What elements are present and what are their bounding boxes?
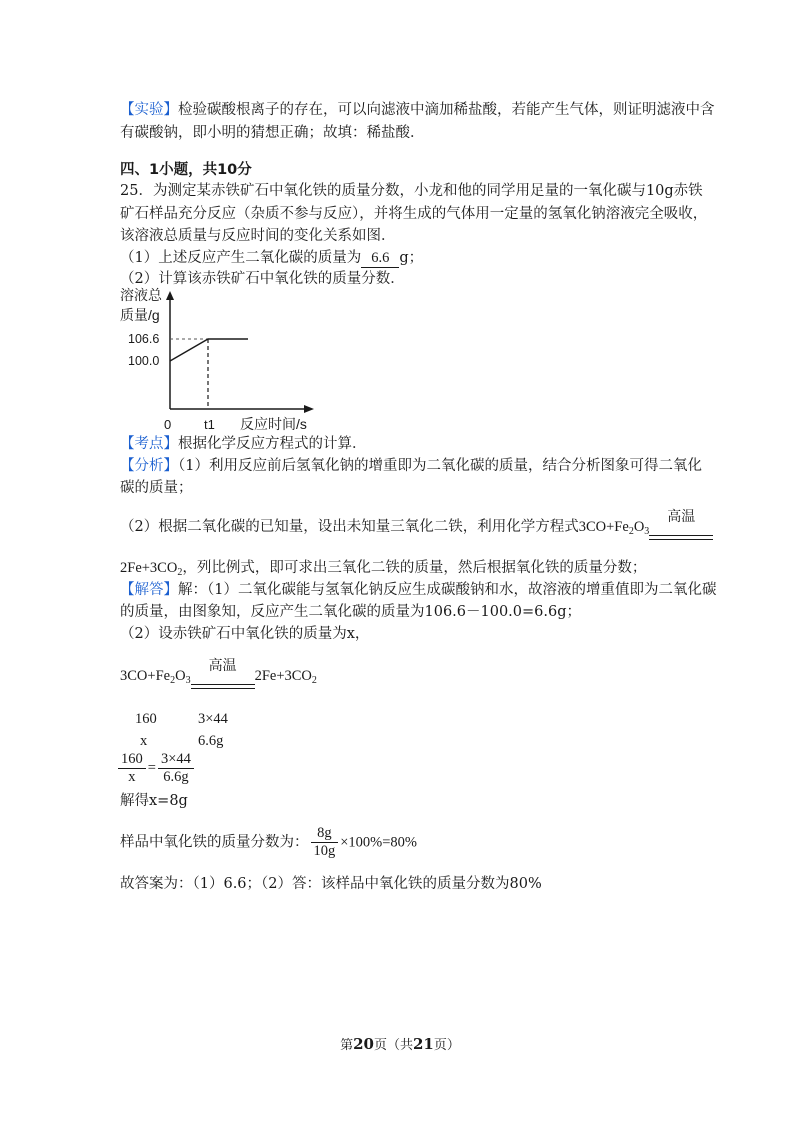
eq-right: 2Fe+3CO bbox=[254, 668, 312, 684]
experiment-line-1 bbox=[120, 100, 715, 120]
fenxi-label: 【分析】 bbox=[120, 458, 178, 474]
solution-line-3: （2）设赤铁矿石中氧化铁的质量为x， bbox=[120, 626, 370, 642]
ratio-row-1-a: 160 bbox=[135, 711, 157, 727]
section-title: 四、1小题，共10分 bbox=[120, 162, 252, 178]
eq-sub3: 2 bbox=[311, 675, 317, 686]
ratio-row-2-a: x bbox=[140, 733, 148, 749]
y-axis-arrow bbox=[166, 291, 174, 300]
percent-prefix: 样品中氧化铁的质量分数为： bbox=[120, 834, 309, 851]
ylabel-line-1: 溶液总 bbox=[120, 287, 162, 303]
eq-sub1: 2 bbox=[170, 675, 176, 686]
condition-arrow-2 bbox=[191, 658, 255, 691]
frac1-top: 160 bbox=[118, 751, 146, 769]
percent-top: 8g bbox=[311, 825, 339, 843]
experiment-line-2: 有碳酸钠，即小明的猜想正确；故填：稀盐酸． bbox=[120, 125, 425, 141]
question-line-1: 25．为测定某赤铁矿石中氧化铁的质量分数，小龙和他的同学用足量的一氧化碳与10g赤铁 bbox=[120, 183, 703, 199]
percent-suffix: ×100%=80% bbox=[340, 834, 418, 851]
solution-line-1 bbox=[120, 580, 716, 600]
fenxi-eq-left: 3CO+Fe bbox=[578, 519, 629, 535]
experiment-text: 检验碳酸根离子的存在，可以向滤液中滴加稀盐酸，若能产生气体，则证明滤液中含 bbox=[178, 102, 715, 118]
kaodian-line bbox=[120, 434, 367, 454]
footer-suffix: 页） bbox=[433, 1038, 460, 1053]
part1-suffix: g； bbox=[399, 250, 424, 266]
condition-arrow-1 bbox=[649, 509, 713, 542]
ylabel-line-2: 质量/g bbox=[120, 307, 160, 323]
solution-equation bbox=[120, 658, 317, 691]
percent-bottom: 10g bbox=[313, 843, 336, 859]
footer-page: 20 bbox=[353, 1035, 374, 1053]
x-axis-arrow bbox=[304, 405, 314, 413]
fenxi-eq-sub2: 3 bbox=[644, 526, 650, 537]
question-part-1 bbox=[120, 248, 423, 268]
fenxi-line4-sub: 2 bbox=[177, 567, 183, 578]
y-tick-106-6: 106.6 bbox=[128, 332, 160, 346]
footer-mid: 页（共 bbox=[373, 1038, 413, 1053]
question-line-2: 矿石样品充分反应（杂质不参与反应），并将生成的气体用一定量的氢氧化钠溶液完全吸收， bbox=[120, 206, 708, 222]
percent-line bbox=[120, 825, 417, 860]
fraction-160-x bbox=[118, 751, 146, 786]
page-footer bbox=[0, 1034, 800, 1053]
experiment-label: 【实验】 bbox=[120, 102, 178, 118]
fraction-8g-10g bbox=[311, 825, 339, 860]
mass-time-chart bbox=[118, 287, 318, 437]
frac2-bottom: 6.6g bbox=[163, 769, 189, 786]
solution-result: 解得x=8g bbox=[120, 793, 188, 809]
part1-answer: 6.6 bbox=[361, 250, 399, 268]
fenxi-eq-sub: 2 bbox=[628, 526, 634, 537]
frac2-top: 3×44 bbox=[158, 751, 194, 769]
fenxi-line4-a: 2Fe+3CO bbox=[120, 560, 178, 576]
solution-label: 【解答】 bbox=[120, 582, 178, 598]
xlabel: 反应时间/s bbox=[240, 416, 307, 432]
ratio-row-1-b: 3×44 bbox=[198, 711, 228, 727]
x-tick-t1: t1 bbox=[204, 417, 215, 432]
x-tick-0: 0 bbox=[164, 417, 172, 432]
footer-total: 21 bbox=[413, 1035, 434, 1053]
ratio-row-2-b: 6.6g bbox=[198, 733, 224, 749]
solution-text-1: 解：（1）二氧化碳能与氢氧化钠反应生成碳酸钠和水，故溶液的增重值即为二氧化碳 bbox=[178, 582, 717, 598]
y-tick-100-0: 100.0 bbox=[128, 354, 160, 368]
fraction-132-6-6g bbox=[158, 751, 194, 786]
fenxi-text-3: （2）根据二氧化碳的已知量，设出未知量三氧化二铁，利用化学方程式 bbox=[120, 519, 579, 535]
question-line-3: 该溶液总质量与反应时间的变化关系如图． bbox=[120, 228, 396, 244]
series-line bbox=[170, 339, 248, 361]
eq-left: 3CO+Fe bbox=[120, 668, 171, 684]
solution-line-2: 的质量，由图象知，反应产生二氧化碳的质量为106.6－100.0=6.6g； bbox=[120, 604, 582, 620]
part1-prefix: （1）上述反应产生二氧化碳的质量为 bbox=[120, 250, 362, 266]
fenxi-line-3 bbox=[120, 509, 713, 542]
fenxi-eq-o: O bbox=[633, 519, 645, 535]
condition-text-1: 高温 bbox=[667, 509, 696, 525]
fenxi-line-2: 碳的质量； bbox=[120, 480, 193, 496]
frac1-bottom: x bbox=[128, 769, 136, 786]
footer-prefix: 第 bbox=[340, 1038, 354, 1053]
kaodian-text: 根据化学反应方程式的计算． bbox=[178, 436, 367, 452]
kaodian-label: 【考点】 bbox=[120, 436, 178, 452]
final-answer: 故答案为：（1）6.6；（2）答：该样品中氧化铁的质量分数为80% bbox=[120, 876, 542, 892]
fenxi-line-1 bbox=[120, 456, 702, 476]
proportion bbox=[116, 751, 196, 786]
eq-sub2: 3 bbox=[185, 675, 191, 686]
question-part-2: （2）计算该赤铁矿石中氧化铁的质量分数． bbox=[120, 271, 405, 287]
fenxi-text-1: （1）利用反应前后氢氧化钠的增重即为二氧化碳的质量，结合分析图象可得二氧化 bbox=[178, 458, 702, 474]
eq-o: O bbox=[175, 668, 186, 684]
equals-sign: = bbox=[147, 760, 156, 776]
fenxi-line4-b: ，列比例式，即可求出三氧化二铁的质量，然后根据氧化铁的质量分数； bbox=[182, 560, 647, 576]
condition-text-2: 高温 bbox=[208, 658, 237, 674]
